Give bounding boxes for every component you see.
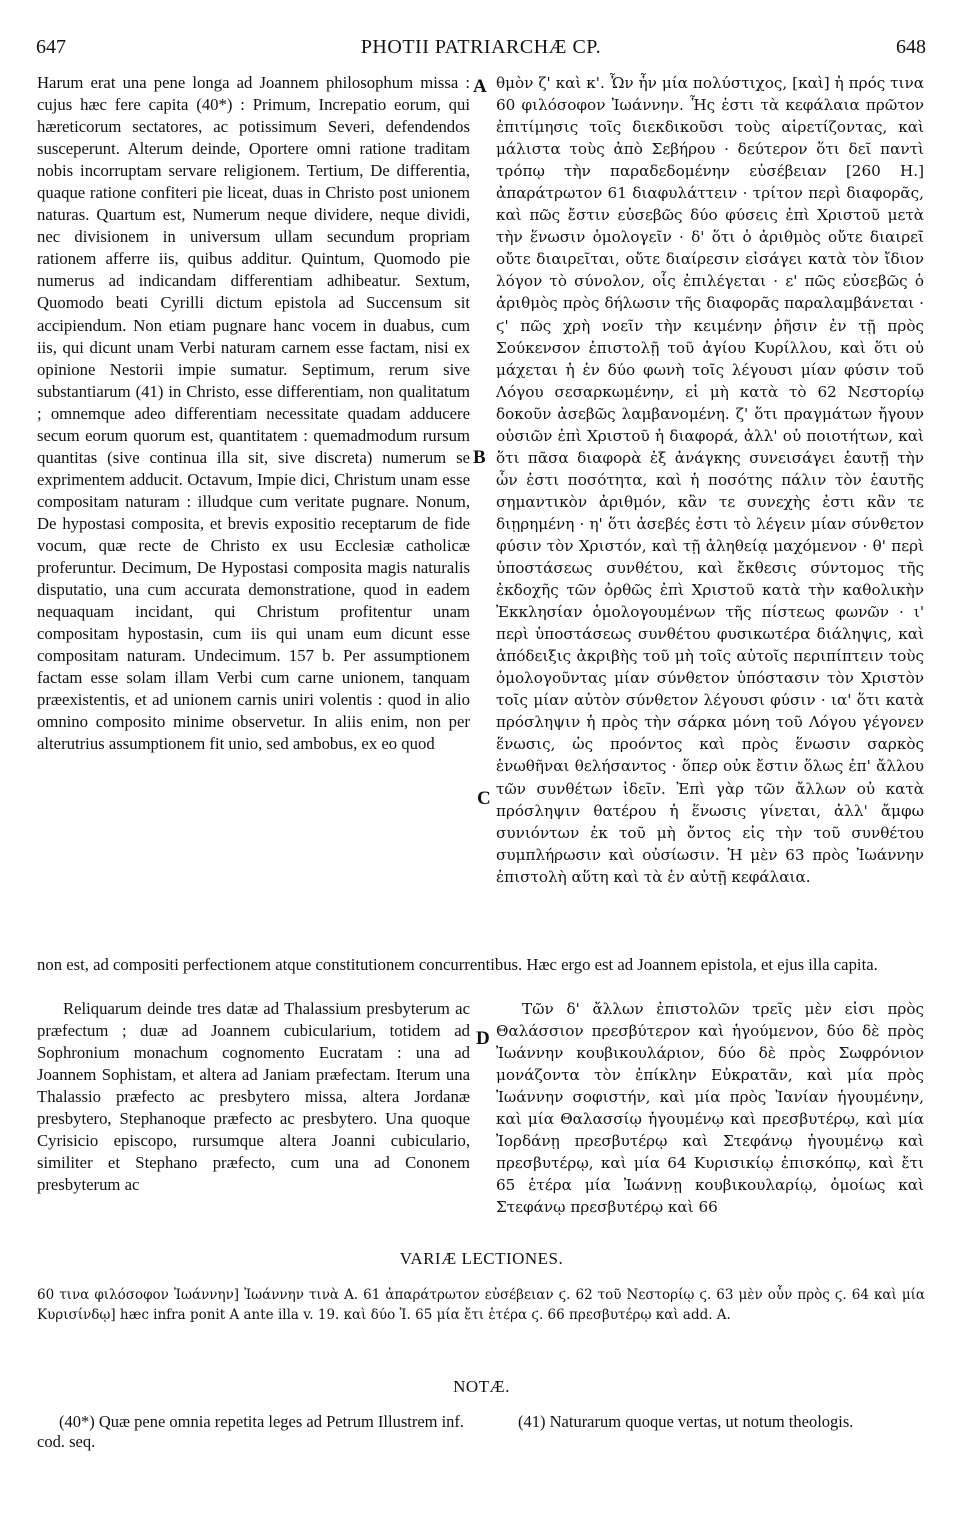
latin-column: [37, 72, 470, 755]
page-header: [36, 36, 926, 64]
right-page-number: 648: [896, 36, 926, 58]
greek-column-2: [496, 998, 924, 1218]
margin-marker-a: A: [473, 76, 487, 97]
left-page-number: 647: [36, 36, 66, 58]
variae-lectiones-text: 60 τινα φιλόσοφον Ἰωάννην] Ἰωάννην τινὰ A. 61 ἀπαράτρωτον εὐσέβειαν ϛ. 62 τοῦ Νεστορίῳ ϛ. 63 μὲν οὖν πρὸς ϛ. 64 καὶ μία Κυρισίνδῳ] hæc infra ponit A ante illa v. 19. καὶ δύο Ἰ. 65 μία ἔτι ἑτέρα ϛ. 66 πρεσβυτέρῳ καὶ add. A.: [37, 1287, 925, 1323]
margin-marker-c: C: [477, 788, 491, 809]
latin-continuation: [37, 954, 925, 976]
latin-paragraph-2: Reliquarum deinde tres datæ ad Thalassium presbyterum ac præfectum ; duæ ad Joannem cubicularium, totidem ad Sophronium monachum cognomento Eucratam : una ad Joannem Sophistam, et altera ad Janiam præfectam. Iterum una Thalassio præfecto ac presbytero missa, altera Jordanæ presbytero, Stephanoque præfecto ac presbytero. Una quoque Cyrisicio episcopo, rursumque altera Joanni cubiculario, similiter et Stephano præfecto, cum una ad Cononem presbyterum ac: [37, 999, 470, 1195]
margin-marker-b: B: [473, 447, 486, 468]
variae-lectiones-title: VARIÆ LECTIONES.: [399, 1249, 564, 1268]
greek-paragraph-1: θμὸν ζ' καὶ κ'. Ὧν ἦν μία πολύστιχος, [καὶ] ἡ πρός τινα 60 φιλόσοφον Ἰωάννην. Ἧς ἐστι τὰ κεφάλαια πρῶτον ἐπιτίμησις τοῖς διεκδικοῦσι τοὺς αἱρετίζοντας, καὶ μάλιστα τοὺς ἀπὸ Σεβήρου · δεύτερον ὅτι δεῖ παντὶ τρόπῳ τὴν παραδεδομένην εὐσέβειαν [260 H.] ἀπαράτρωτον 61 διαφυλάττειν · τρίτον περὶ διαφορᾶς, καὶ πῶς ἔστιν εὐσεβῶς δύο φύσεις ἐπὶ Χριστοῦ μετὰ τὴν ἕνωσιν ὁμολογεῖν · δ' ὅτι ὁ ἀριθμὸς οὔτε διαιρεῖ οὔτε διαιρεῖται, οὔτε διαίρεσιν εἰσάγει κατὰ τὸν ἴδιον λόγον τὸ σύνολον, οἷς ἐπιλέγεται · ε' πῶς εὐσεβῶς ὁ ἀριθμὸς πρὸς δήλωσιν τῆς διαφορᾶς παραλαμβάνεται · ϛ' πῶς χρὴ νοεῖν τὴν κειμένην ῥῆσιν ἐν τῇ πρὸς Σούκενσον ἐπιστολῇ τοῦ ἁγίου Κυρίλλου, καὶ ὅτι οὐ μάχεται ἡ ἐν δύο φωνὴ τοῖς λέγουσι μίαν φύσιν τοῦ Λόγου σεσαρκωμένην, εἰ μὴ κατὰ τὸ 62 Νεστορίῳ δοκοῦν ἀσεβῶς λαμβανομένη. ζ' ὅτι πραγμάτων ἤγουν οὐσιῶν ἐπὶ Χριστοῦ ἡ διαφορά, ἀλλ' οὐ ποιοτήτων, καὶ ὅτι πᾶσα διαφορὰ ἐξ ἀνάγκης συνεισάγει ἑαυτῇ τὴν ὧν ἐστι ποσότητα, καὶ ἡ ποσότης πάλιν τὸν ἑαυτῆς σημαντικὸν ἀριθμόν, κἂν τε συνεχὴς ἐστι κἂν τε διῃρημένη · η' ὅτι ἀσεβές ἐστι τὸ λέγειν μίαν σύνθετον φύσιν τὸν Χριστόν, καὶ τῇ ἀληθείᾳ μαχόμενον · θ' περὶ ὑποστάσεως συνθέτου, καὶ ἔκθεσις σύντομος τῆς ἐκδοχῆς τῶν ὀρθῶς ἐπὶ Χριστοῦ κατὰ τὴν καθολικὴν Ἐκκλησίαν ὁμολογουμένων τῆς πίστεως φωνῶν · ι' περὶ ὑποστάσεως συνθέτου φυσικωτέρα διάληψις, καὶ ἀπόδειξις ἀκριβὴς τοῦ μὴ τοῖς αὐτοῖς περιπίπτειν τοὺς ὁμολογοῦντας μίαν σύνθετον ὑπόστασιν τὸν Χριστὸν τοῖς μίαν αὐτὸν σύνθετον λέγουσι φύσιν · ια' ὅτι κατὰ πρόσληψιν ἡ πρὸς τὴν σάρκα μόνη τοῦ Λόγου γέγονεν ἕνωσις, ὡς προόντος καὶ πρὸς ἕνωσιν σαρκὸς ἑνωθῆναι θελήσαντος · ὅπερ οὐκ ἔστιν ὅλως ἐπ' ἄλλου τῶν συνθέτων ἰδεῖν. Ἐπὶ γὰρ τῶν ἄλλων οὐ κατὰ πρόσληψιν θατέρου ἡ ἕνωσις γίνεται, ἀλλ' ἄμφω συνιόντων ἐκ τοῦ μὴ ὄντος εἰς τὴν τοῦ συνθέτου συμπλήρωσιν καὶ οὐσίωσιν. Ἡ μὲν 63 πρὸς Ἰωάννην ἐπιστολὴ αὕτη καὶ τὰ ἐν αὐτῇ κεφάλαια.: [496, 74, 924, 886]
latin-column-2: [37, 998, 470, 1196]
running-title: PHOTII PATRIARCHÆ CP.: [360, 36, 602, 58]
margin-marker-d: D: [476, 1028, 490, 1049]
greek-paragraph-2: Τῶν δ' ἄλλων ἐπιστολῶν τρεῖς μὲν εἰσι πρὸς Θαλάσσιον πρεσβύτερον καὶ ἡγούμενον, δύο δὲ πρὸς Ἰωάννην κουβικουλάριον, δύο δὲ πρὸς Σωφρόνιον μονάζοντα τὸν ἐπίκλην Εὐκρατᾶν, καὶ μία πρὸς Ἰωάννην σοφιστήν, καὶ μία πρὸς Ἰανίαν ἡγουμένην, καὶ μία Θαλασσίῳ ἡγουμένῳ καὶ πρεσβυτέρῳ, καὶ μία Ἰορδάνῃ πρεσβυτέρῳ καὶ Στεφάνῳ ἡγουμένῳ καὶ πρεσβυτέρῳ, καὶ μία 64 Κυρισικίῳ ἐπισκόπῳ, καὶ ἔτι 65 ἑτέρα μία Ἰωάννῃ κουβικουλαρίῳ, ὁμοίως καὶ Στεφάνῳ πρεσβυτέρῳ καὶ 66: [496, 1000, 924, 1217]
latin-paragraph-1: Harum erat una pene longa ad Joannem philosophum missa : cujus hæc fere capita (40*) : Primum, Increpatio eorum, qui hæreticorum sectatores, ac potissimum Severi, defendendos susceperunt. Alterum deinde, Oportere omni ratione traditam nobis incorruptam servare religionem. Tertium, De differentia, quaque ratione confiteri pie liceat, duas in Christo post unionem naturas. Quartum est, Numerum neque dividere, neque dividi, nec divisionem in universum ullam secundum propriam rationem afferre iis, quibus additur. Quintum, Quomodo pie numerus ad indicandam differentiam adhibeatur. Sextum, Quomodo beati Cyrilli dictum epistola ad Succensum sit accipiendum. Non etiam pugnare hanc vocem in duabus, cum iis, qui dicunt unam Verbi naturam carnem esse factam, nisi ex opinione Nestorii impie sumatur. Septimum, rerum sive substantiarum (41) in Christo, esse differentiam, non qualitatum ; omnemque adeo differentiam necessitate quadam adducere secum eorum quorum est, quantitatem : quemadmodum rursum quantitas (sive continua illa sit, sive discreta) numerum se exprimentem adducit. Octavum, Impie dici, Christum unam esse compositam naturam : illudque cum veritate pugnare. Nonum, De hypostasi composita, et brevis expositio receptarum de fide vocum, quæ recte de Christo ex usu Ecclesiæ catholicæ proferuntur. Decimum, De Hypostasi composita magis naturalis disputatio, una cum accurata demonstratione, quod in eadem nequaquam incidant, qui Christum profitentur unam compositam hypostasin, cum iis qui unam eum dicunt esse compositam naturam. Undecimum. 157 b. Per assumptionem factam esse solam illam Verbi cum carne unionem, tanquam præexistentis, et ad unionem carnis uniri volentis : quod in alio omnino composito minime observetur. In aliis enim, non per alterutrius assumptionem fit unio, sed ambobus, ex eo quod: [37, 73, 470, 754]
notae-title: NOTÆ.: [453, 1377, 510, 1396]
note-41: (41) Naturarum quoque vertas, ut notum theologis.: [518, 1412, 854, 1431]
greek-column: [496, 72, 924, 888]
note-40: (40*) Quæ pene omnia repetita leges ad Petrum Illustrem inf. cod. seq.: [37, 1412, 465, 1451]
latin-paragraph-1-end: non est, ad compositi perfectionem atque constitutionem concurrentibus. Hæc ergo est ad Joannem epistola, et ejus illa capita.: [37, 955, 878, 974]
